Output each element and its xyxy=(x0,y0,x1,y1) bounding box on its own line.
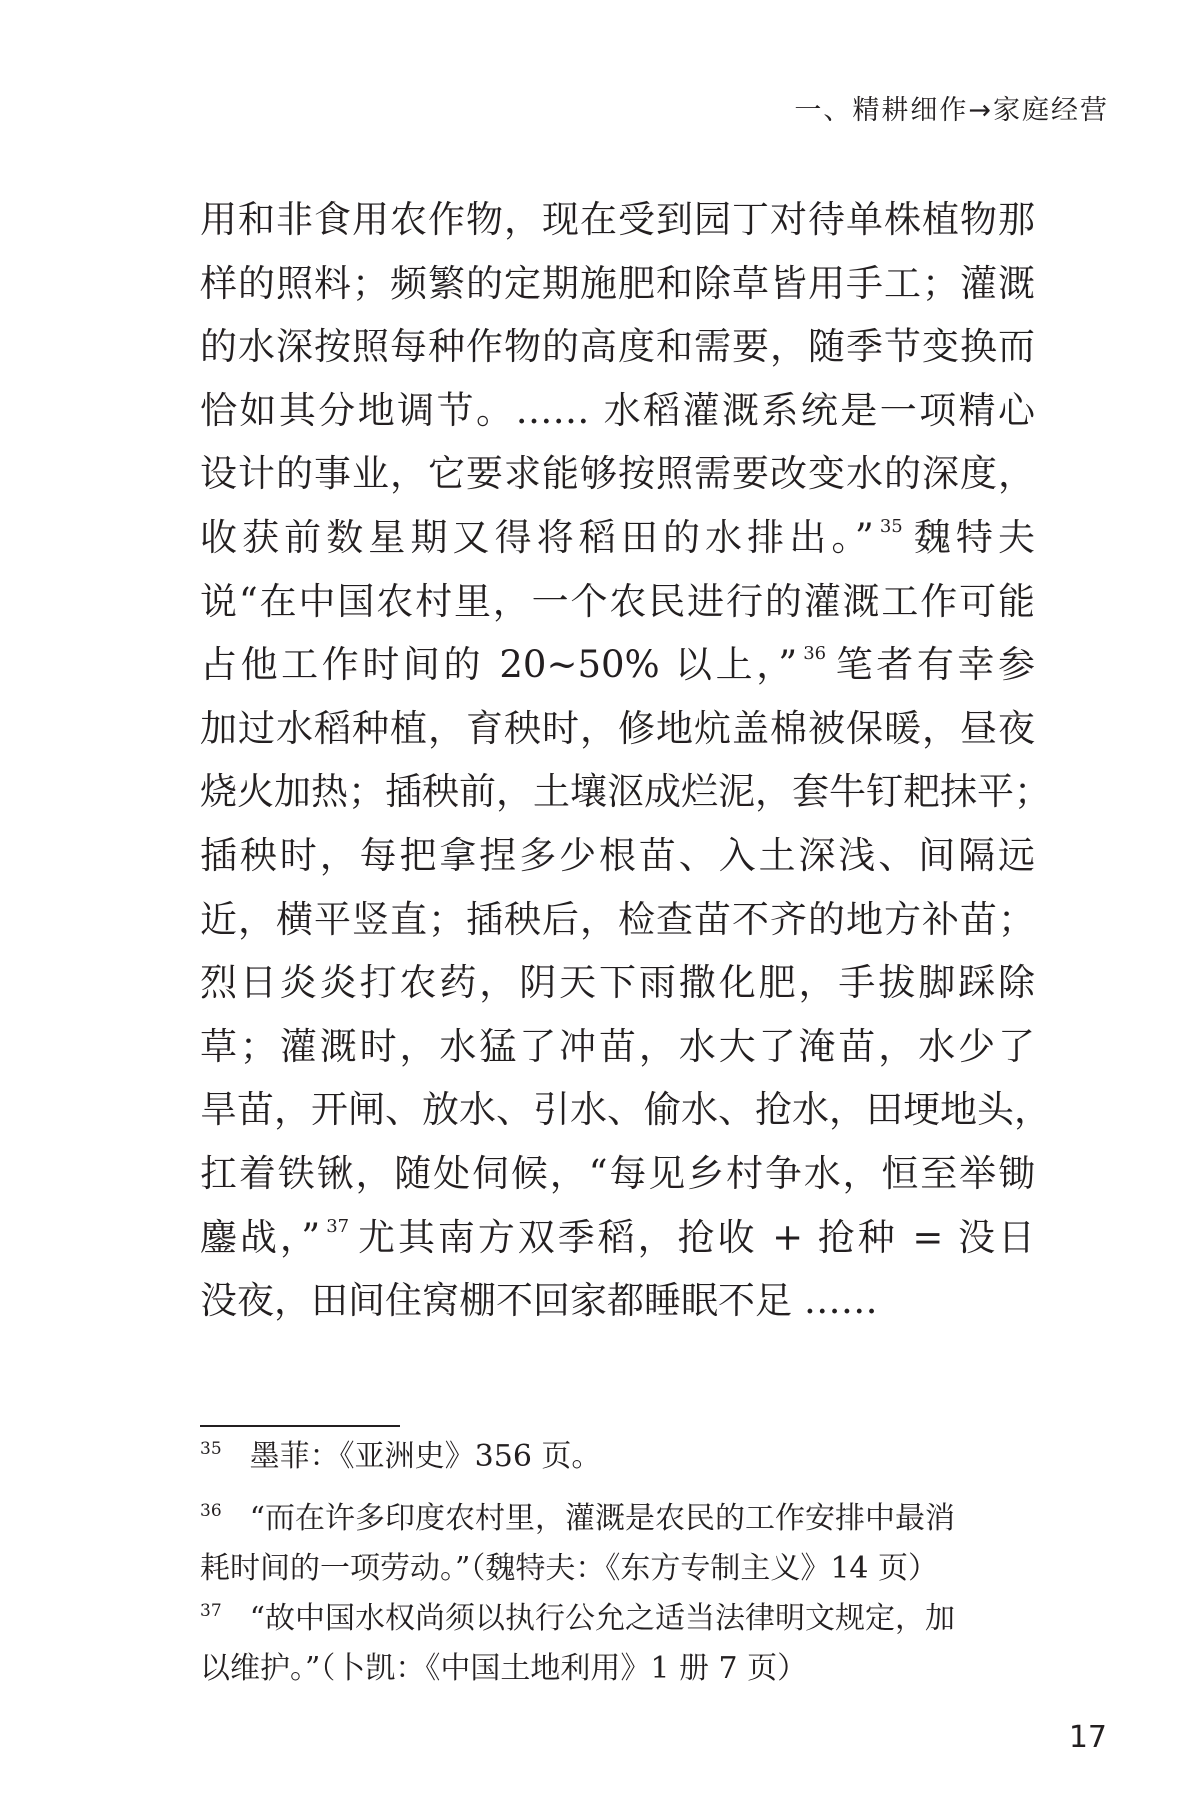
footnote-text: “而在许多印度农村里，灌溉是农民的工作安排中最消 xyxy=(249,1501,955,1536)
body-line: 用和非食用农作物，现在受到园丁对待单株植物那 xyxy=(200,198,1035,241)
body-line: 插秧时，每把拿捏多少根苗、入土深浅、间隔远 xyxy=(200,833,1035,877)
body-line: 扛着铁锹，随处伺候，“每见乡村争水，恒至举锄 xyxy=(200,1151,1035,1195)
page-number: 17 xyxy=(1068,1720,1107,1755)
footnote-37-cont: 以维护。”（卜凯：《中国土地利用》1 册 7 页） xyxy=(200,1651,808,1686)
running-head: 一、精耕细作→家庭经营 xyxy=(794,95,1109,126)
body-text-segment: 魏特夫 xyxy=(908,515,1035,559)
body-line: 近，横平竖直；插秧后，检查苗不齐的地方补苗； xyxy=(200,897,1035,941)
footnote-36 xyxy=(200,1494,1035,1544)
footnote-divider xyxy=(200,1425,400,1427)
footnote-text: “故中国水权尚须以执行公允之适当法律明文规定，加 xyxy=(249,1601,955,1636)
body-line xyxy=(200,1206,1035,1270)
footnote-number: 35 xyxy=(200,1439,222,1459)
body-line: 的水深按照每种作物的高度和需要，随季节变换而 xyxy=(200,325,1035,369)
footnote-ref-37[interactable]: 37 xyxy=(326,1215,350,1237)
body-line: 烧火加热；插秧前，土壤沤成烂泥，套牛钉耙抹平； xyxy=(200,770,1051,814)
body-line: 恰如其分地调节。…… 水稻灌溉系统是一项精心 xyxy=(200,388,1035,432)
body-text-segment: 鏖战，” xyxy=(200,1215,321,1259)
body-text-segment: 收获前数星期又得将稻田的水排出。” xyxy=(200,515,874,559)
body-text xyxy=(200,188,1051,1333)
body-line: 加过水稻种植，育秧时，修地炕盖棉被保暖，昼夜 xyxy=(200,706,1035,750)
footnote-number: 37 xyxy=(200,1601,222,1621)
body-line: 草；灌溉时，水猛了冲苗，水大了淹苗，水少了 xyxy=(200,1024,1035,1068)
footnotes xyxy=(200,1432,1035,1694)
body-text-segment: 笔者有幸参 xyxy=(832,643,1035,687)
footnote-36-cont: 耗时间的一项劳动。”（魏特夫：《东方专制主义》14 页） xyxy=(200,1551,939,1586)
footnote-ref-36[interactable]: 36 xyxy=(803,643,827,665)
footnote-ref-35[interactable]: 35 xyxy=(879,515,903,537)
body-line: 说“在中国农村里，一个农民进行的灌溉工作可能 xyxy=(200,579,1035,623)
body-line: 烈日炎炎打农药，阴天下雨撒化肥，手拔脚踩除 xyxy=(200,961,1035,1005)
body-line: 样的照料；频繁的定期施肥和除草皆用手工；灌溉 xyxy=(200,261,1035,305)
body-text-segment: 尤其南方双季稻，抢收 + 抢种 = 没日 xyxy=(355,1215,1035,1259)
body-line: 旱苗，开闸、放水、引水、偷水、抢水，田埂地头， xyxy=(200,1088,1051,1132)
footnote-35 xyxy=(200,1432,1035,1482)
body-text-segment: 占他工作时间的 20~50% 以上，” xyxy=(200,643,798,687)
body-line xyxy=(200,633,1035,697)
body-line xyxy=(200,506,1035,570)
body-line: 没夜，田间住窝棚不回家都睡眠不足 …… xyxy=(200,1279,878,1323)
footnote-text: 墨菲：《亚洲史》356 页。 xyxy=(249,1439,602,1474)
footnote-number: 36 xyxy=(200,1501,222,1521)
footnote-37 xyxy=(200,1594,1035,1644)
body-line: 设计的事业，它要求能够按照需要改变水的深度， xyxy=(200,452,1035,496)
